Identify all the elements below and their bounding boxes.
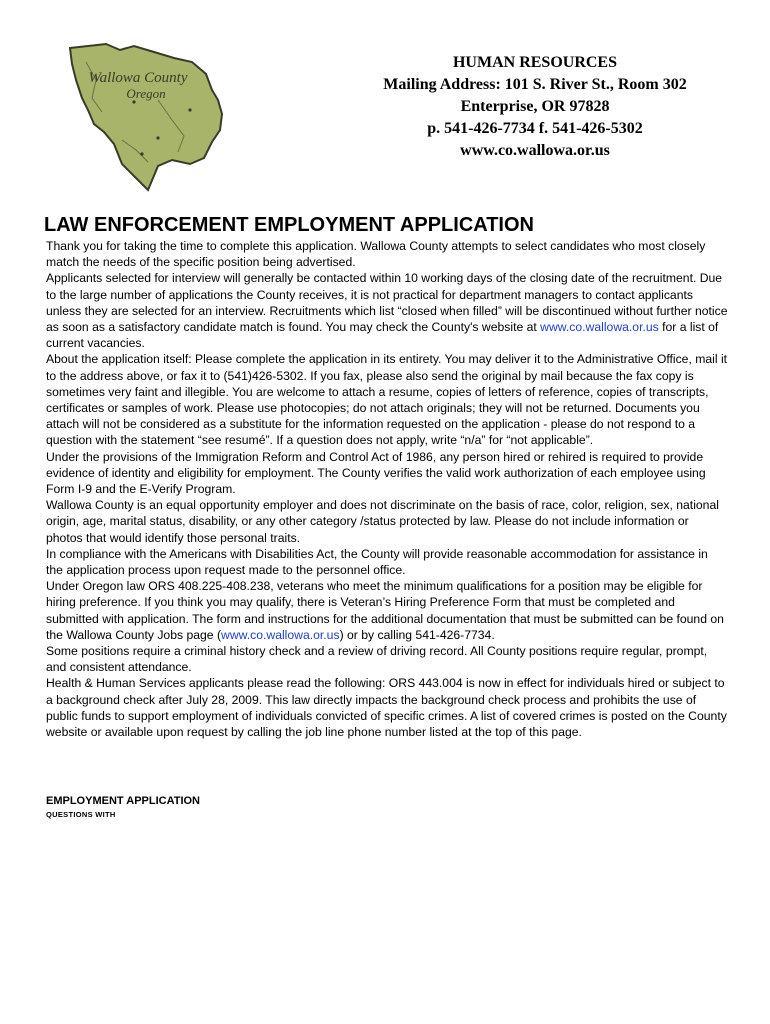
hr-contact-header xyxy=(360,52,710,162)
paragraph-hhs-applicants: Health & Human Services applicants please read the following: ORS 443.004 is now in effect for individuals hired or subject to a background check after July 28, 2009. This law directly impacts the background check process and prohibits the use of public funds to support employment of individuals convicted of specific crimes. A list of covered crimes is posted on the County website or available upon request by calling the job line phone number listed at the top of this page. xyxy=(46,676,727,740)
paragraph-equal-opportunity: Wallowa County is an equal opportunity employer and does not discriminate on the basis of race, color, religion, sex, national origin, age, marital status, disability, or any other category /status protected by law. Please do not include information or photos that would identify those personal traits. xyxy=(46,498,719,545)
county-map-shape xyxy=(70,44,222,190)
paragraph-text: Applicants selected for interview will generally be contacted within 10 working days of the closing date of the recruitment. Due to the large number of applications the County receives, it is not practical for department managers to contact applicants unless they are selected for an interview. Recruitments which list “closed when filled” will be discontinued without further notice as soon as a satisfactory candidate match is found. You may check the County's website at xyxy=(46,271,728,335)
phone-fax: p. 541-426-7734 f. 541-426-5302 xyxy=(427,120,643,137)
paragraph-interview-contact xyxy=(46,270,728,351)
website-link[interactable]: www.co.wallowa.or.us xyxy=(540,320,659,335)
logo-title-line2: Oregon xyxy=(126,86,166,101)
paragraph-intro: Thank you for taking the time to complete this application. Wallowa County attempts to select candidates who most closely match the needs of the specific position being advertised. xyxy=(46,239,706,270)
section-heading: EMPLOYMENT APPLICATION xyxy=(46,795,200,807)
mailing-address: Mailing Address: 101 S. River St., Room 302 xyxy=(383,76,687,93)
paragraph-about-application: About the application itself: Please complete the application in its entirety. You may deliver it to the Administrative Office, mail it to the address above, or fax it to (541)426-5302. If you fax, please also send the original by mail because the fax copy is sometimes very faint and illegible. You are welcome to attach a resume, copies of letters of reference, copies of transcripts, certificates or samples of work. Please use photocopies; do not attach originals; they will not be returned. Documents you attach will not be considered as a substitute for the information requested on the application - please do not respond to a question with the statement “see resumé”. If a question does not apply, write “n/a” for “not applicable”. xyxy=(46,352,728,448)
paragraph-text: ) or by calling 541-426-7734. xyxy=(339,627,495,642)
paragraph-ada: In compliance with the Americans with Disabilities Act, the County will provide reasonable accommodation for assistance in the application process upon request made to the personnel office. xyxy=(46,546,708,578)
paragraph-background-check: Some positions require a criminal history check and a review of driving record. All County positions require regular, prompt, and consistent attendance. xyxy=(46,644,708,675)
paragraph-text: for a list of current vacancies. xyxy=(46,320,719,351)
city-state-zip: Enterprise, OR 97828 xyxy=(460,98,610,115)
logo-title-line1: Wallowa County xyxy=(88,70,188,86)
wallowa-county-map-logo xyxy=(62,40,230,200)
jobs-page-link[interactable]: www.co.wallowa.or.us xyxy=(221,627,340,642)
department-name: HUMAN RESOURCES xyxy=(452,54,617,71)
paragraph-text: Under Oregon law ORS 408.225-408.238, veterans who meet the minimum qualifications for a position may be eligible for hiring preference. If you think you may qualify, there is Veteran’s Hiring Preference Form that must be completed and submitted with application. The form and instructions for the additional documentation that must be submitted can be found on the Wallowa County Jobs page ( xyxy=(46,579,724,642)
section-subheading: QUESTIONS WITH xyxy=(46,810,116,819)
paragraph-immigration: Under the provisions of the Immigration Reform and Control Act of 1986, any person hired or rehired is required to provide evidence of identity and eligibility for employment. The County verifies the valid work authorization of each employee using Form I-9 and the E-Verify Program. xyxy=(46,449,706,497)
instructions-body xyxy=(46,238,728,740)
document-title: LAW ENFORCEMENT EMPLOYMENT APPLICATION xyxy=(44,214,534,236)
paragraph-veterans-preference xyxy=(46,578,728,643)
website: www.co.wallowa.or.us xyxy=(460,142,610,159)
